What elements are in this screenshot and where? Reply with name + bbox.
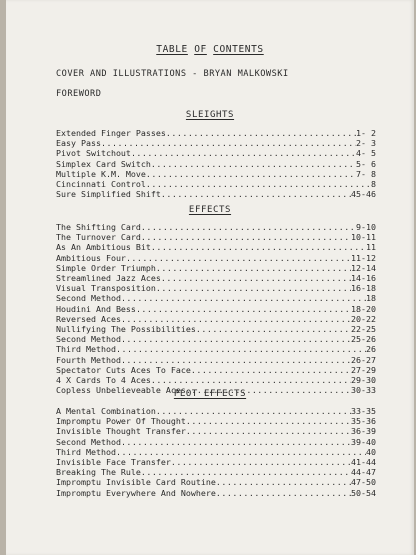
- toc-entry-title: Second Method: [56, 436, 121, 447]
- toc-entry: [56, 447, 376, 457]
- toc-entry: [56, 222, 376, 232]
- dot-leader: [141, 222, 356, 232]
- toc-entry-pages: 14-16: [351, 273, 376, 284]
- toc-entry: [56, 273, 376, 283]
- toc-entry: [56, 324, 376, 334]
- toc-entry: [56, 355, 376, 365]
- toc-entry-title: Nullifying The Possibilities: [56, 324, 196, 335]
- toc-entry-pages: 50-54: [351, 487, 376, 498]
- toc-entry-title: Houdini And Bess: [56, 303, 136, 314]
- toc-entry-pages: 18: [366, 293, 376, 304]
- toc-list-sleights: [56, 128, 376, 199]
- toc-entry-pages: 5- 6: [356, 158, 376, 169]
- toc-entry-pages: 35-36: [351, 416, 376, 427]
- toc-entry: [56, 138, 376, 148]
- toc-entry-title: A Mental Combination: [56, 406, 156, 416]
- dot-leader: [131, 148, 356, 158]
- document-page: [6, 0, 414, 555]
- dot-leader: [151, 375, 351, 385]
- toc-entry: [56, 159, 376, 169]
- dot-leader: [126, 253, 351, 263]
- toc-entry-title: Third Method: [56, 344, 116, 355]
- section-heading-effects: EFFECTS: [188, 205, 232, 215]
- toc-entry: [56, 148, 376, 158]
- toc-entry-title: Streamlined Jazz Aces: [56, 273, 161, 284]
- page-title: [6, 44, 414, 55]
- dot-leader: [121, 355, 351, 365]
- toc-entry: [56, 189, 376, 199]
- toc-entry-pages: 16-18: [351, 283, 376, 294]
- toc-entry-title: 4 X Cards To 4 Aces: [56, 375, 151, 386]
- toc-entry-pages: 11: [366, 242, 376, 253]
- toc-entry-title: Cincinnati Control: [56, 179, 146, 190]
- toc-entry-pages: 39-40: [351, 436, 376, 447]
- dot-leader: [136, 304, 351, 314]
- toc-entry-title: The Turnover Card: [56, 232, 141, 243]
- toc-entry-pages: 26-27: [351, 354, 376, 365]
- toc-entry: [56, 293, 376, 303]
- toc-entry-title: Spectator Cuts Aces To Face: [56, 364, 191, 375]
- toc-entry-title: Reversed Aces: [56, 313, 121, 324]
- toc-entry-pages: 1- 2: [356, 128, 376, 138]
- toc-entry-pages: 2- 3: [356, 138, 376, 149]
- toc-entry-title: Simple Order Triumph: [56, 262, 156, 273]
- toc-entry-title: Impromptu Invisible Card Routine: [56, 477, 216, 488]
- toc-entry-pages: 8: [371, 179, 376, 190]
- dot-leader: [161, 189, 351, 199]
- dot-leader: [141, 232, 351, 242]
- toc-entry-title: Fourth Method: [56, 354, 121, 365]
- title-word-table: TABLE: [156, 44, 188, 55]
- toc-entry-title: Invisible Thought Transfer: [56, 426, 186, 437]
- toc-entry: [56, 334, 376, 344]
- dot-leader: [156, 263, 351, 273]
- toc-entry-title: Invisible Face Transfer: [56, 457, 171, 468]
- toc-entry: [56, 304, 376, 314]
- toc-entry-pages: 33-35: [351, 406, 376, 416]
- toc-entry-pages: 4- 5: [356, 148, 376, 159]
- toc-entry: [56, 416, 376, 426]
- dot-leader: [121, 314, 351, 324]
- toc-entry: [56, 179, 376, 189]
- toc-entry: [56, 344, 376, 354]
- toc-entry-pages: 29-30: [351, 375, 376, 386]
- dot-leader: [151, 242, 366, 252]
- toc-entry-title: Visual Transposition: [56, 283, 156, 294]
- toc-entry-title: Multiple K.M. Move: [56, 168, 146, 179]
- toc-entry-pages: 30-33: [351, 385, 376, 396]
- section-heading-plot-effects: PLOT EFFECTS: [173, 389, 247, 399]
- title-word-contents: CONTENTS: [213, 44, 264, 55]
- toc-entry-pages: 25-26: [351, 334, 376, 345]
- dot-leader: [191, 365, 351, 375]
- toc-entry: [56, 263, 376, 273]
- dot-leader: [121, 293, 366, 303]
- toc-entry: [56, 169, 376, 179]
- section-heading-sleights: SLEIGHTS: [185, 110, 235, 120]
- toc-entry: [56, 437, 376, 447]
- toc-entry-pages: 40: [366, 446, 376, 457]
- toc-list-plot-effects: [56, 406, 376, 498]
- dot-leader: [166, 128, 356, 138]
- toc-entry-pages: 12-14: [351, 262, 376, 273]
- toc-entry: [56, 232, 376, 242]
- toc-entry-title: Extended Finger Passes: [56, 128, 166, 138]
- dot-leader: [121, 437, 351, 447]
- toc-entry-pages: 26: [366, 344, 376, 355]
- toc-entry-title: The Shifting Card: [56, 222, 141, 232]
- toc-entry-pages: 7- 8: [356, 168, 376, 179]
- toc-entry-title: Simplex Card Switch: [56, 158, 151, 169]
- toc-entry-title: Ambitious Four: [56, 252, 126, 263]
- dot-leader: [196, 324, 351, 334]
- dot-leader: [161, 273, 351, 283]
- dot-leader: [171, 457, 351, 467]
- toc-entry-title: As An Ambitious Bit: [56, 242, 151, 253]
- toc-entry-pages: 22-25: [351, 324, 376, 335]
- toc-entry-pages: 11-12: [351, 252, 376, 263]
- dot-leader: [156, 283, 351, 293]
- toc-entry: [56, 375, 376, 385]
- toc-entry-title: Pivot Switchout: [56, 148, 131, 159]
- toc-entry: [56, 283, 376, 293]
- toc-entry-pages: 10-11: [351, 232, 376, 243]
- toc-entry: [56, 253, 376, 263]
- dot-leader: [116, 447, 366, 457]
- toc-entry: [56, 128, 376, 138]
- toc-entry: [56, 426, 376, 436]
- dot-leader: [186, 426, 351, 436]
- toc-entry-title: Copless Unbelieveable Aces: [56, 385, 186, 396]
- toc-entry-title: Sure Simplified Shift: [56, 189, 161, 200]
- dot-leader: [186, 416, 351, 426]
- dot-leader: [121, 334, 351, 344]
- dot-leader: [156, 406, 351, 416]
- toc-entry: [56, 467, 376, 477]
- toc-entry: [56, 314, 376, 324]
- dot-leader: [101, 138, 356, 148]
- toc-list-effects: [56, 222, 376, 395]
- toc-entry-title: Second Method: [56, 293, 121, 304]
- toc-entry: [56, 365, 376, 375]
- toc-entry-title: Impromptu Everywhere And Nowhere: [56, 487, 216, 498]
- toc-entry-title: Second Method: [56, 334, 121, 345]
- toc-entry-title: Third Method: [56, 446, 116, 457]
- dot-leader: [141, 467, 351, 477]
- toc-entry-pages: 36-39: [351, 426, 376, 437]
- toc-entry-pages: 9-10: [356, 222, 376, 232]
- toc-entry-title: Impromptu Power Of Thought: [56, 416, 186, 427]
- toc-entry-title: Breaking The Rule: [56, 467, 141, 478]
- toc-entry-pages: 44-47: [351, 467, 376, 478]
- dot-leader: [151, 159, 356, 169]
- dot-leader: [216, 477, 351, 487]
- toc-entry: [56, 477, 376, 487]
- toc-entry: [56, 242, 376, 252]
- dot-leader: [216, 488, 351, 498]
- toc-entry: [56, 457, 376, 467]
- cover-credit-line: COVER AND ILLUSTRATIONS - BRYAN MALKOWSKI: [56, 69, 289, 79]
- dot-leader: [116, 344, 366, 354]
- toc-entry-pages: 27-29: [351, 364, 376, 375]
- toc-entry: [56, 488, 376, 498]
- dot-leader: [146, 179, 371, 189]
- foreword-line: FOREWORD: [56, 89, 102, 99]
- toc-entry-pages: 20-22: [351, 313, 376, 324]
- toc-entry-pages: 18-20: [351, 303, 376, 314]
- title-word-of: OF: [194, 44, 207, 55]
- toc-entry-pages: 45-46: [351, 189, 376, 200]
- toc-entry-pages: 47-50: [351, 477, 376, 488]
- dot-leader: [146, 169, 356, 179]
- toc-entry-title: Easy Pass: [56, 138, 101, 149]
- toc-entry-pages: 41-44: [351, 457, 376, 468]
- toc-entry: [56, 406, 376, 416]
